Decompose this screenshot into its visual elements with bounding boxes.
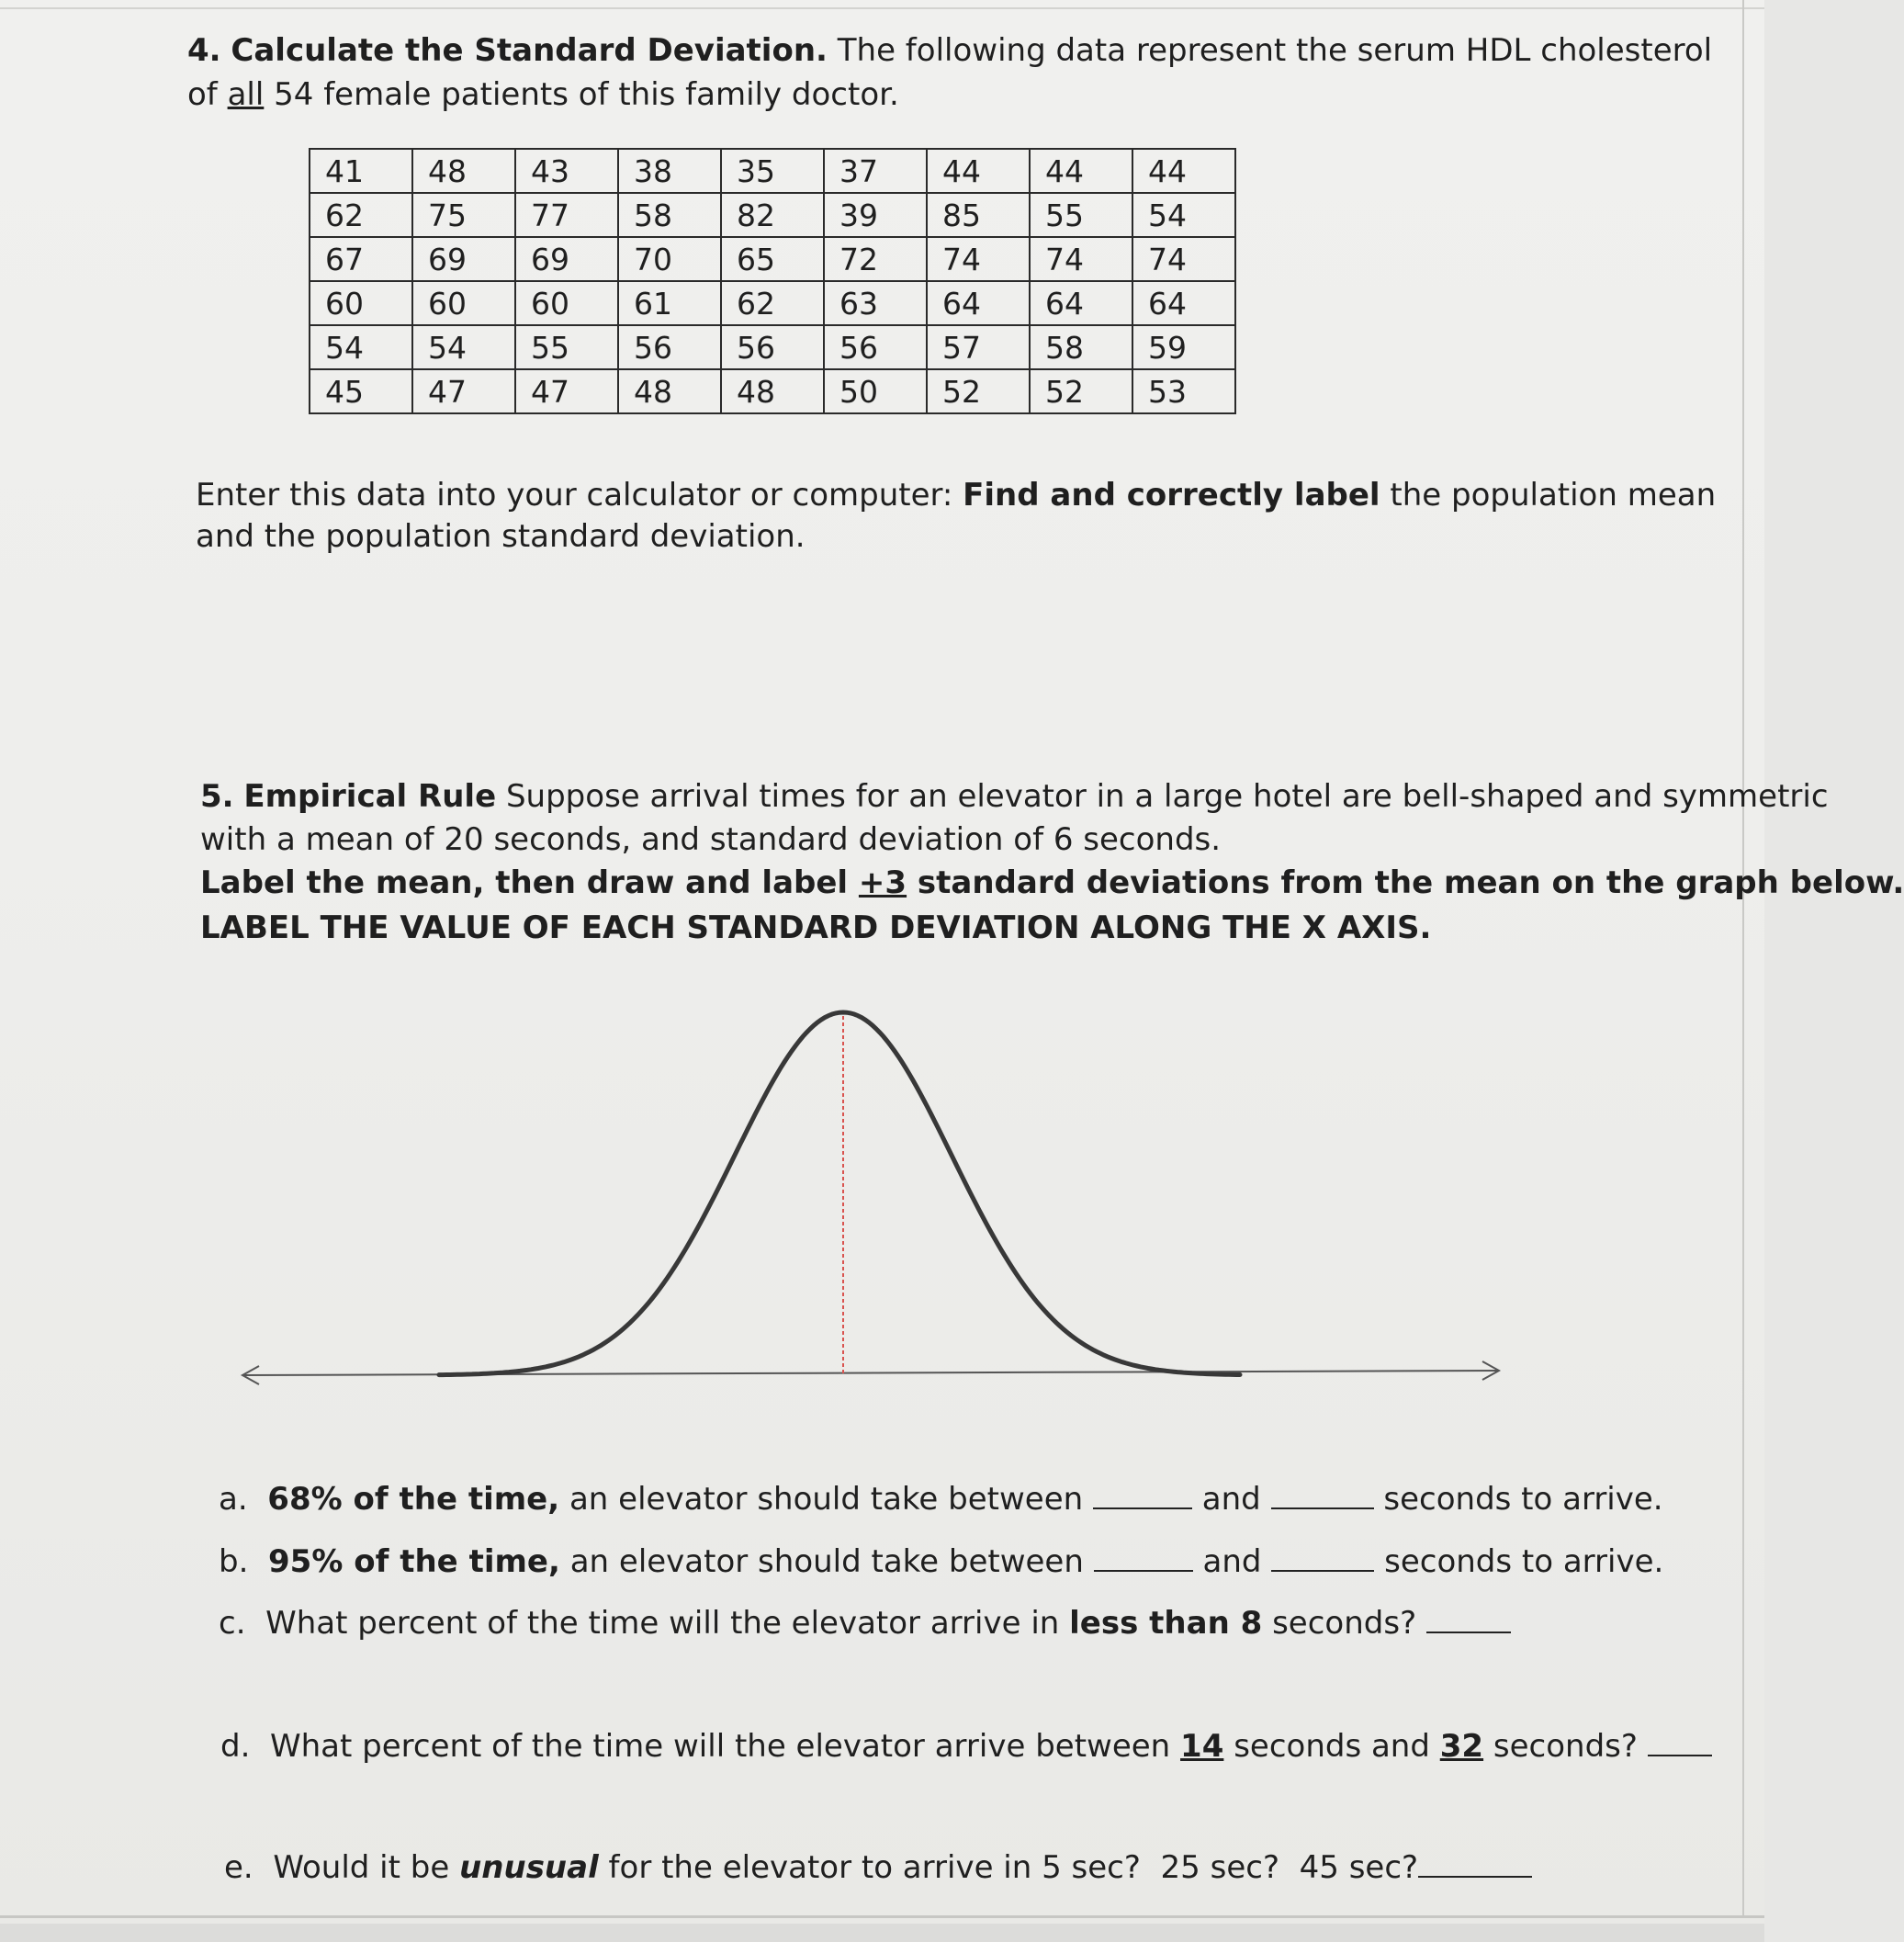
table-cell: 62 xyxy=(310,193,412,237)
table-cell: 64 xyxy=(1132,281,1235,325)
q4-intro-1: The following data represent the serum HDL cholesterol xyxy=(837,32,1713,69)
q5b-bold: 95% of the time, xyxy=(268,1543,560,1580)
table-cell: 56 xyxy=(824,325,927,369)
table-cell: 35 xyxy=(721,149,824,193)
q5d-post: seconds? xyxy=(1493,1728,1638,1765)
table-cell: 50 xyxy=(824,369,927,413)
q5c xyxy=(219,1602,1511,1644)
q4-number: 4. xyxy=(187,32,221,69)
q4-intro-pre: of xyxy=(187,76,218,113)
table-cell: 48 xyxy=(721,369,824,413)
table-cell: 52 xyxy=(927,369,1030,413)
table-cell: 53 xyxy=(1132,369,1235,413)
table-cell: 60 xyxy=(310,281,412,325)
table-cell: 60 xyxy=(515,281,618,325)
table-cell: 57 xyxy=(927,325,1030,369)
q5e xyxy=(224,1846,1532,1889)
table-cell: 44 xyxy=(1132,149,1235,193)
table-cell: 74 xyxy=(1132,237,1235,281)
table-cell: 85 xyxy=(927,193,1030,237)
table-cell: 70 xyxy=(618,237,721,281)
q5b-marker: b. xyxy=(219,1543,249,1580)
q5-intro-1: Suppose arrival times for an elevator in a large hotel are bell-shaped and symmetric xyxy=(505,778,1829,815)
q5-label-post: standard deviations from the mean on the graph below. xyxy=(917,864,1904,901)
table-cell: 72 xyxy=(824,237,927,281)
q5a-text: an elevator should take between xyxy=(569,1481,1084,1518)
table-cell: 74 xyxy=(927,237,1030,281)
q5e-marker: e. xyxy=(224,1849,253,1886)
table-cell: 65 xyxy=(721,237,824,281)
q5e-post: for the elevator to arrive in 5 sec? xyxy=(608,1849,1141,1886)
q5a xyxy=(219,1478,1663,1520)
table-cell: 52 xyxy=(1030,369,1132,413)
q5e-answer[interactable] xyxy=(1418,1848,1532,1878)
table-cell: 69 xyxy=(412,237,515,281)
table-cell: 64 xyxy=(927,281,1030,325)
table-cell: 55 xyxy=(1030,193,1132,237)
bell-curve xyxy=(439,1012,1240,1375)
table-cell: 61 xyxy=(618,281,721,325)
table-cell: 62 xyxy=(721,281,824,325)
table-cell: 75 xyxy=(412,193,515,237)
table-cell: 54 xyxy=(412,325,515,369)
table-cell: 58 xyxy=(1030,325,1132,369)
q5d-answer[interactable] xyxy=(1648,1727,1712,1756)
table-cell: 54 xyxy=(310,325,412,369)
q5e-t3: 45 sec? xyxy=(1299,1849,1419,1886)
q5c-bold: less than 8 xyxy=(1069,1605,1263,1642)
q5e-pre: Would it be xyxy=(273,1849,450,1886)
q4-intro-post: 54 female patients of this family doctor. xyxy=(274,76,899,113)
table-cell: 54 xyxy=(1132,193,1235,237)
table-cell: 74 xyxy=(1030,237,1132,281)
q5b-and: and xyxy=(1202,1543,1262,1580)
q5b-answer-1[interactable] xyxy=(1094,1542,1193,1572)
table-cell: 43 xyxy=(515,149,618,193)
q5b-answer-2[interactable] xyxy=(1271,1542,1374,1572)
table-cell: 48 xyxy=(618,369,721,413)
q5-label-pre: Label the mean, then draw and label xyxy=(200,864,849,901)
q5d-mid: seconds and xyxy=(1234,1728,1430,1765)
q5-label-caps: LABEL THE VALUE OF EACH STANDARD DEVIATION ALONG THE X AXIS. xyxy=(200,909,1432,946)
q4-instruction-post: the population mean xyxy=(1390,477,1717,514)
q4-instruction-bold: Find and correctly label xyxy=(963,477,1380,514)
q5-title: Empirical Rule xyxy=(243,778,497,815)
q5b-end: seconds to arrive. xyxy=(1384,1543,1664,1580)
table-cell: 37 xyxy=(824,149,927,193)
table-cell: 63 xyxy=(824,281,927,325)
table-cell: 41 xyxy=(310,149,412,193)
table-cell: 82 xyxy=(721,193,824,237)
table-cell: 56 xyxy=(618,325,721,369)
table-cell: 44 xyxy=(927,149,1030,193)
q4-title: Calculate the Standard Deviation. xyxy=(231,32,828,69)
q5b xyxy=(219,1541,1663,1583)
q5e-t2: 25 sec? xyxy=(1160,1849,1279,1886)
table-cell: 45 xyxy=(310,369,412,413)
table-cell: 60 xyxy=(412,281,515,325)
q4-instruction-pre: Enter this data into your calculator or computer: xyxy=(196,477,953,514)
q5c-pre: What percent of the time will the elevator arrive in xyxy=(265,1605,1060,1642)
table-cell: 69 xyxy=(515,237,618,281)
table-cell: 77 xyxy=(515,193,618,237)
table-cell: 44 xyxy=(1030,149,1132,193)
q5a-bold: 68% of the time, xyxy=(267,1481,560,1518)
table-cell: 56 xyxy=(721,325,824,369)
table-cell: 59 xyxy=(1132,325,1235,369)
q5a-answer-2[interactable] xyxy=(1271,1480,1374,1509)
table-cell: 55 xyxy=(515,325,618,369)
q5e-emph: unusual xyxy=(459,1849,599,1886)
q5d xyxy=(220,1725,1712,1767)
q5d-pre: What percent of the time will the elevator arrive between xyxy=(270,1728,1171,1765)
q4-intro-all: all xyxy=(227,76,265,113)
q5a-answer-1[interactable] xyxy=(1093,1480,1192,1509)
table-cell: 47 xyxy=(412,369,515,413)
q4-instruction-line-2: and the population standard deviation. xyxy=(196,518,806,555)
table-cell: 48 xyxy=(412,149,515,193)
table-cell: 67 xyxy=(310,237,412,281)
q5d-marker: d. xyxy=(220,1728,251,1765)
q5-intro-2: with a mean of 20 seconds, and standard deviation of 6 seconds. xyxy=(200,821,1222,858)
q5a-marker: a. xyxy=(219,1481,248,1518)
q5-number: 5. xyxy=(200,778,234,815)
table-cell: 38 xyxy=(618,149,721,193)
x-axis xyxy=(242,1371,1499,1375)
q5a-end: seconds to arrive. xyxy=(1383,1481,1663,1518)
q5d-v1: 14 xyxy=(1180,1728,1224,1765)
q5c-marker: c. xyxy=(219,1605,246,1642)
q5c-post: seconds? xyxy=(1272,1605,1417,1642)
table-cell: 64 xyxy=(1030,281,1132,325)
q5a-and: and xyxy=(1201,1481,1261,1518)
table-cell: 58 xyxy=(618,193,721,237)
q5d-v2: 32 xyxy=(1439,1728,1484,1765)
q5b-text: an elevator should take between xyxy=(569,1543,1084,1580)
q5c-answer[interactable] xyxy=(1426,1604,1511,1633)
table-cell: 39 xyxy=(824,193,927,237)
q5-label-pm: +3 xyxy=(858,864,907,901)
table-cell: 47 xyxy=(515,369,618,413)
